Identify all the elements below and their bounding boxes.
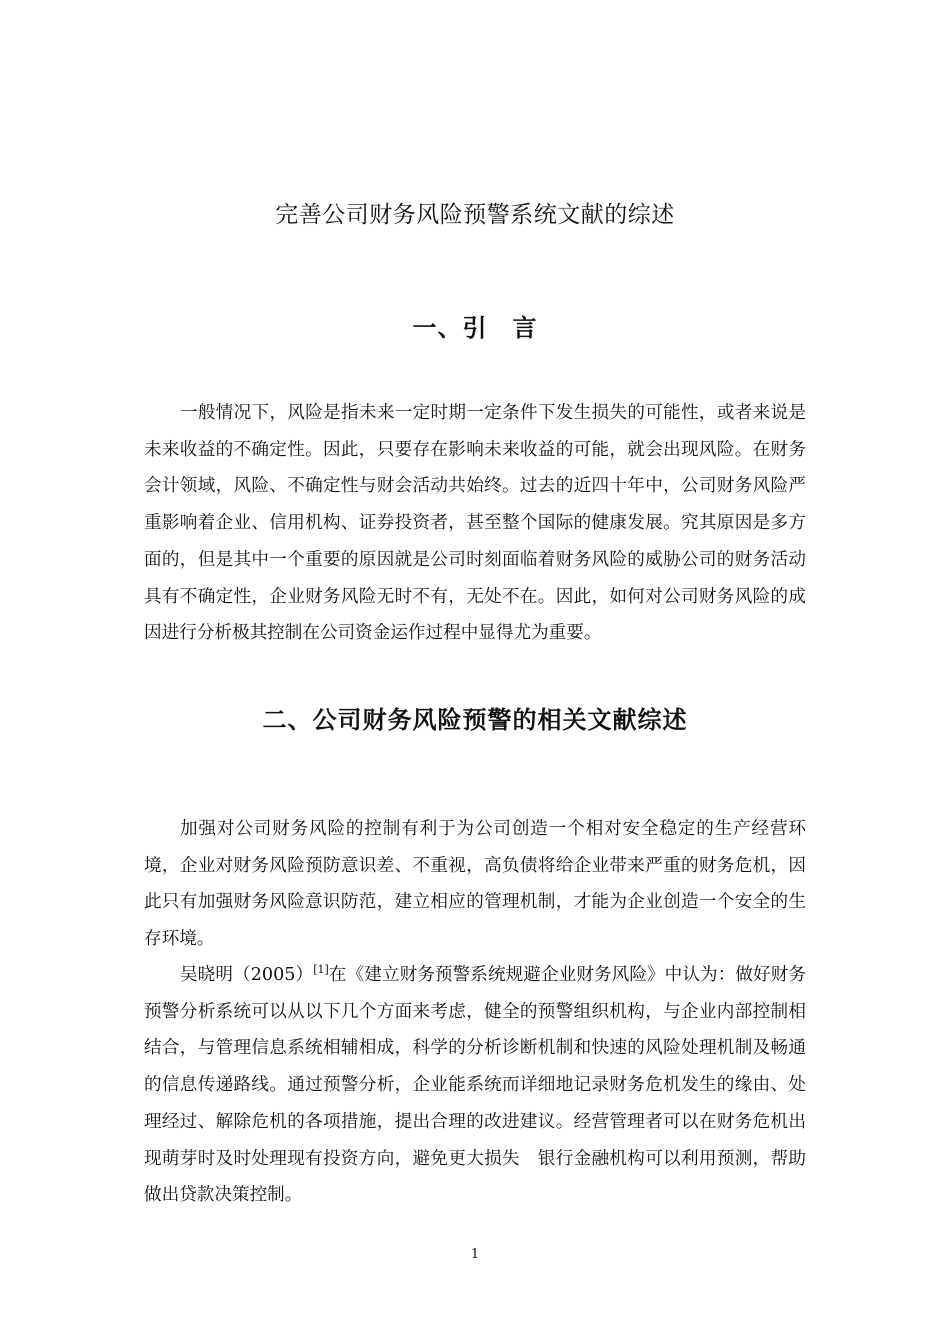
section-heading-literature-review: 二、公司财务风险预警的相关文献综述 xyxy=(262,706,688,734)
paragraph-wu-xiaoming xyxy=(144,957,806,1214)
author-citation: 吴晓明（2005） xyxy=(180,965,314,985)
paragraph-risk-control: 加强对公司财务风险的控制有利于为公司创造一个相对安全稳定的生产经营环境，企业对财务风险预防意识差、不重视，高负债将给企业带来严重的财务危机，因此只有加强财务风险意识防范，建立相应的管理机制，才能为企业创造一个安全的生存环境。 xyxy=(144,819,806,950)
reference-marker: [1] xyxy=(313,963,329,977)
paragraph-introduction: 一般情况下，风险是指未来一定时期一定条件下发生损失的可能性，或者来说是未来收益的不确定性。因此，只要存在影响未来收益的可能，就会出现风险。在财务会计领域，风险、不确定性与财会活动共始终。过去的近四十年中，公司财务风险严重影响着企业、信用机构、证券投资者，甚至整个国际的健康发展。究其原因是多方面的，但是其中一个重要的原因就是公司时刻面临着财务风险的威胁公司的财务活动具有不确定性，企业财务风险无时不有，无处不在。因此，如何对公司财务风险的成因进行分析极其控制在公司资金运作过程中显得尤为重要。 xyxy=(144,403,806,644)
document-title: 完善公司财务风险预警系统文献的综述 xyxy=(275,202,675,228)
page-number: 1 xyxy=(470,1247,480,1262)
paragraph-wu-xiaoming-body: 在《建立财务预警系统规避企业财务风险》中认为：做好财务预警分析系统可以从以下几个方面来考虑，健全的预警组织机构，与企业内部控制相结合，与管理信息系统相辅相成，科学的分析诊断机制和快速的风险处理机制及畅通的信息传递路线。通过预警分析，企业能系统而详细地记录财务危机发生的缘由、处理经过、解除危机的各项措施，提出合理的改进建议。经营管理者可以在财务危机出现萌芽时及时处理现有投资方向，避免更大损失 银行金融机构可以利用预测，帮助做出贷款决策控制。 xyxy=(144,965,806,1206)
section-heading-introduction: 一、引 言 xyxy=(412,314,538,342)
